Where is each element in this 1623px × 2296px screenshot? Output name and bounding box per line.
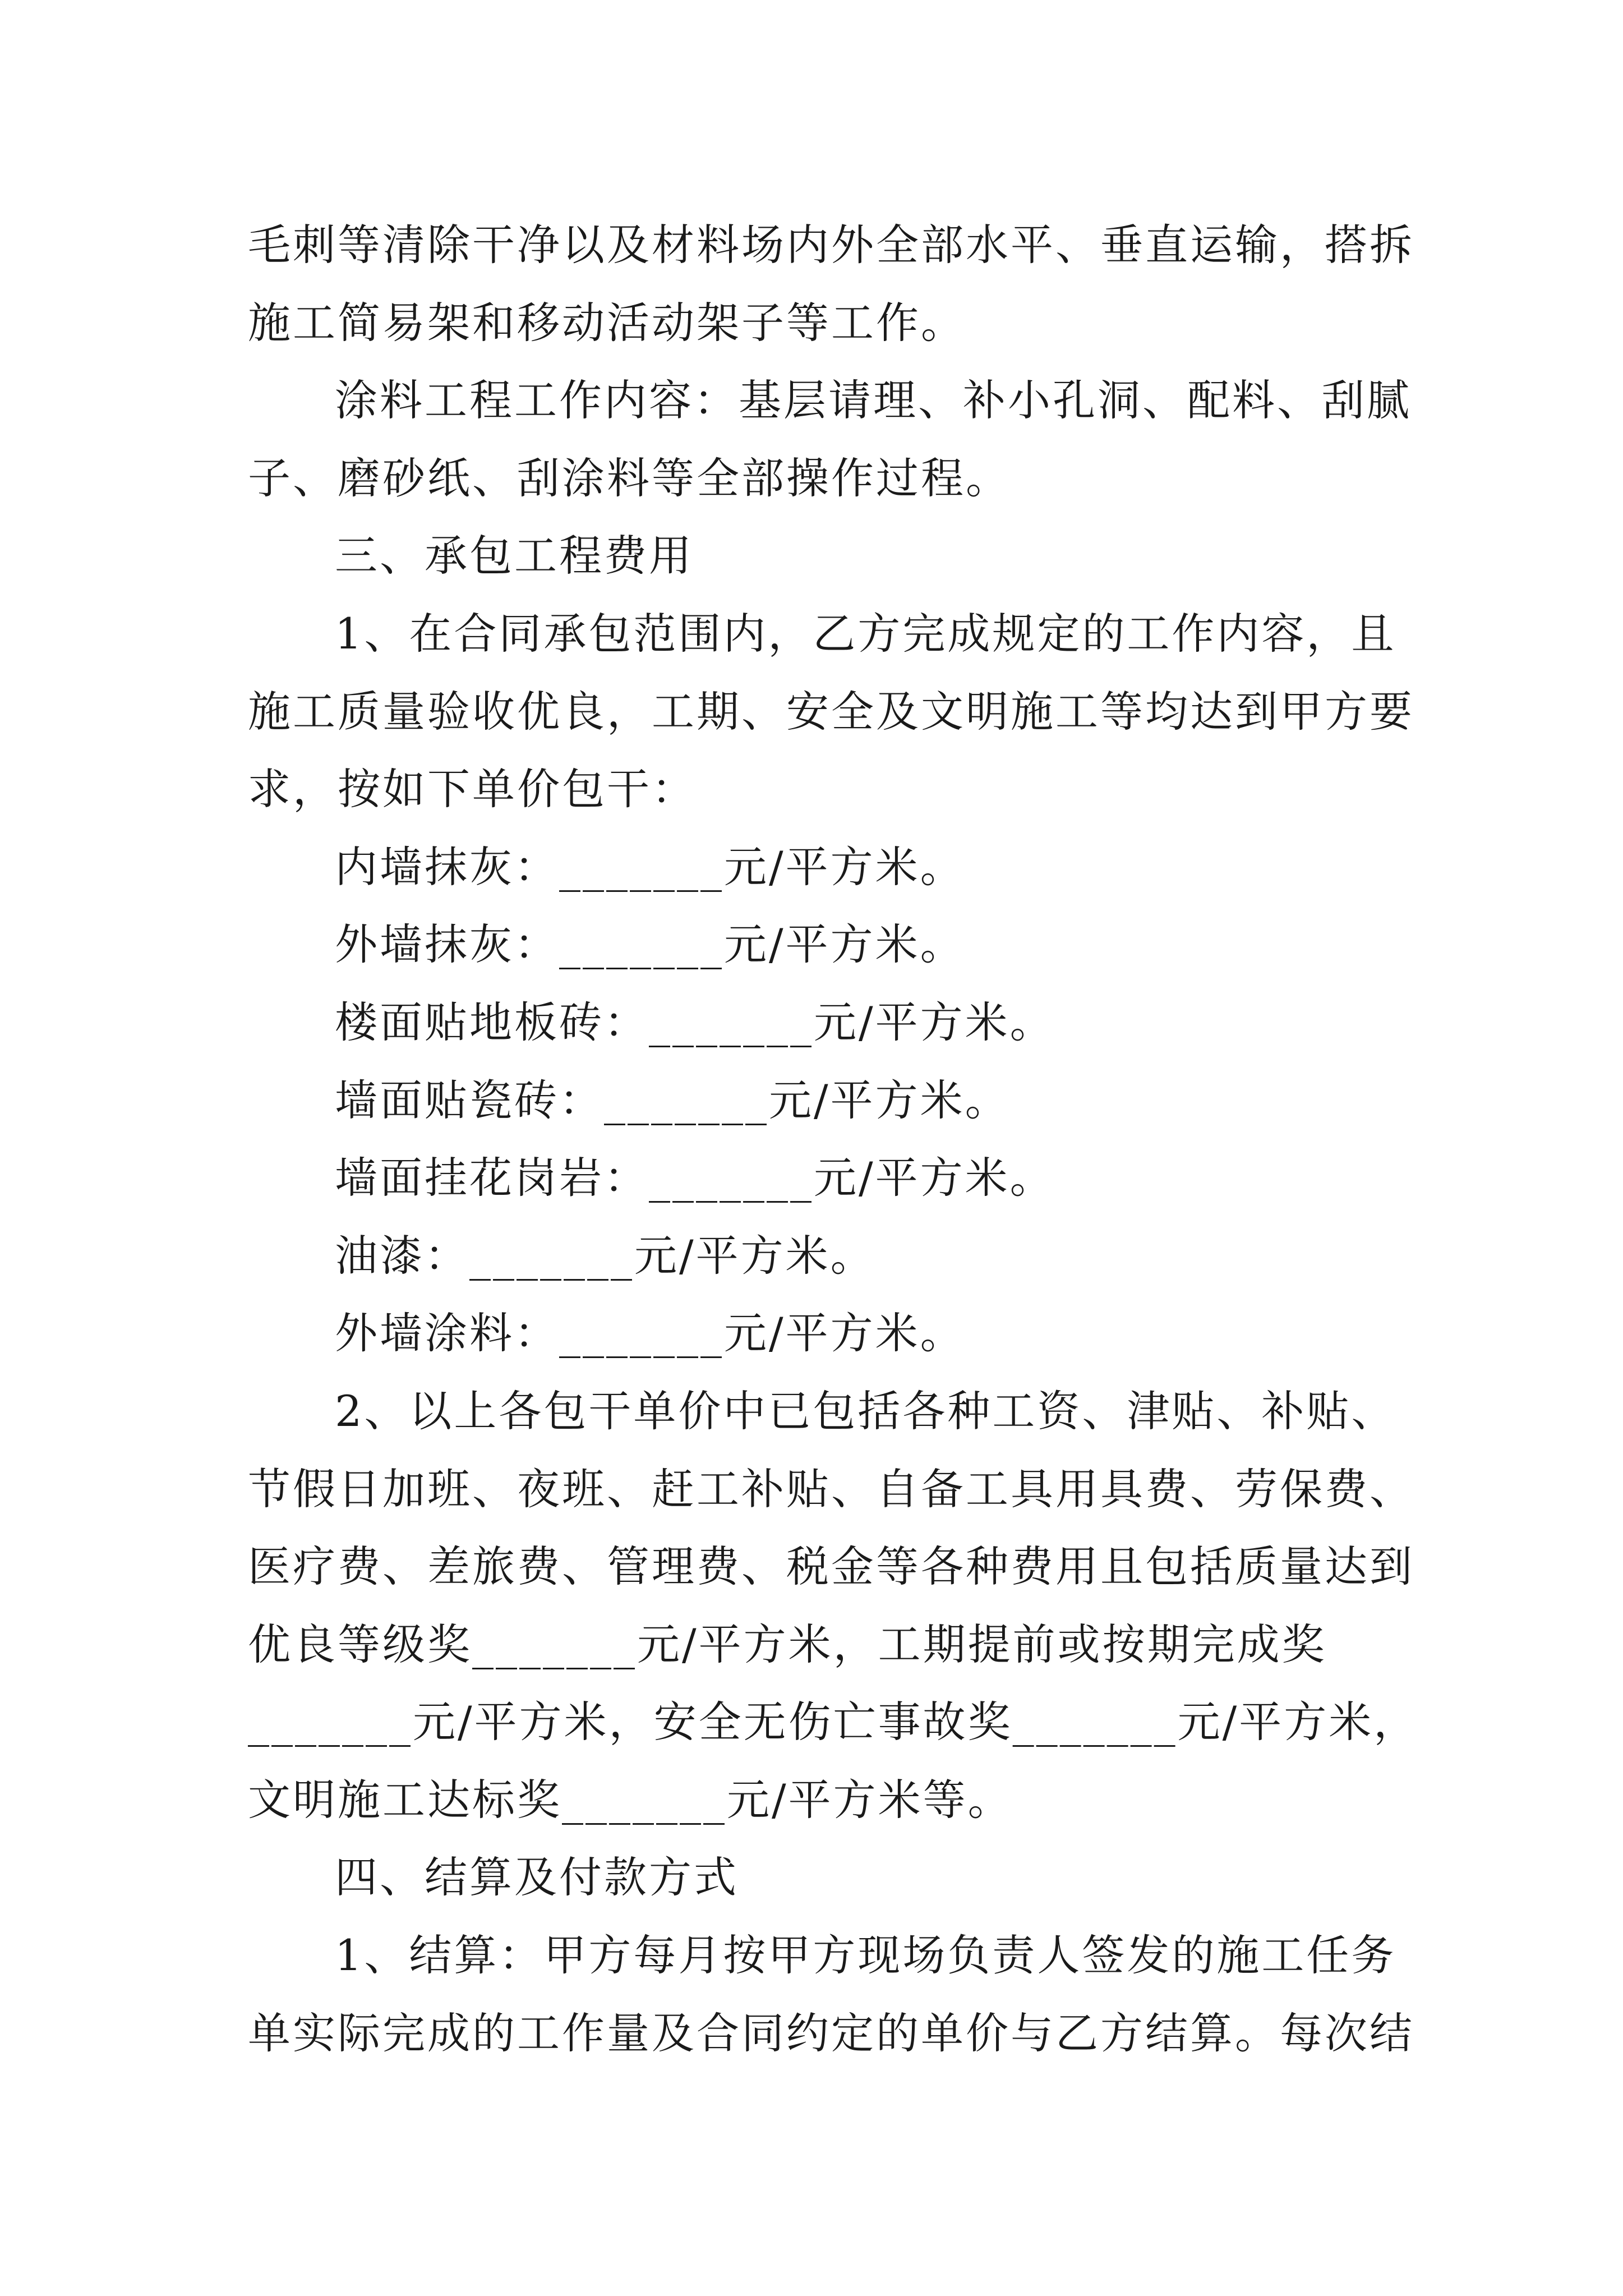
text-line: 优良等级奖_______元/平方米，工期提前或按期完成奖: [248, 1619, 1327, 1669]
text-line: 节假日加班、夜班、赶工补贴、自备工具用具费、劳保费、: [248, 1464, 1414, 1514]
text-line: 求，按如下单价包干：: [248, 764, 697, 815]
text-line: 涂料工程工作内容：基层请理、补小孔洞、配料、刮腻: [335, 375, 1412, 426]
text-line: 子、磨砂纸、刮涂料等全部操作过程。: [248, 453, 1011, 503]
text-line: 文明施工达标奖_______元/平方米等。: [248, 1774, 1013, 1825]
text-line: 2、以上各包干单价中已包括各种工资、津贴、补贴、: [335, 1386, 1396, 1436]
text-line: 毛刺等清除干净以及材料场内外全部水平、垂直运输，搭拆: [248, 220, 1414, 270]
price-item: 油漆：_______元/平方米。: [335, 1230, 875, 1281]
price-item: 外墙抹灰：_______元/平方米。: [335, 919, 965, 970]
price-item: 墙面贴瓷砖：_______元/平方米。: [335, 1075, 1010, 1125]
text-line: 施工质量验收优良，工期、安全及文明施工等均达到甲方要: [248, 686, 1414, 737]
text-line: 1、在合同承包范围内，乙方完成规定的工作内容，且: [335, 608, 1396, 659]
text-line: 施工简易架和移动活动架子等工作。: [248, 297, 966, 348]
price-item: 楼面贴地板砖：_______元/平方米。: [335, 997, 1055, 1047]
section-heading: 四、结算及付款方式: [335, 1852, 739, 1903]
text-line: 单实际完成的工作量及合同约定的单价与乙方结算。每次结: [248, 2008, 1414, 2058]
section-heading: 三、承包工程费用: [335, 531, 694, 581]
document-body: [248, 206, 1426, 2072]
price-item: 墙面挂花岗岩：_______元/平方米。: [335, 1153, 1055, 1203]
text-line: 1、结算：甲方每月按甲方现场负责人签发的施工任务: [335, 1930, 1396, 1981]
price-item: 内墙抹灰：_______元/平方米。: [335, 841, 965, 892]
price-item: 外墙涂料：_______元/平方米。: [335, 1308, 965, 1359]
text-line: 医疗费、差旅费、管理费、税金等各种费用且包括质量达到: [248, 1542, 1414, 1592]
text-line: _______元/平方米，安全无伤亡事故奖_______元/平方米，: [248, 1697, 1419, 1747]
